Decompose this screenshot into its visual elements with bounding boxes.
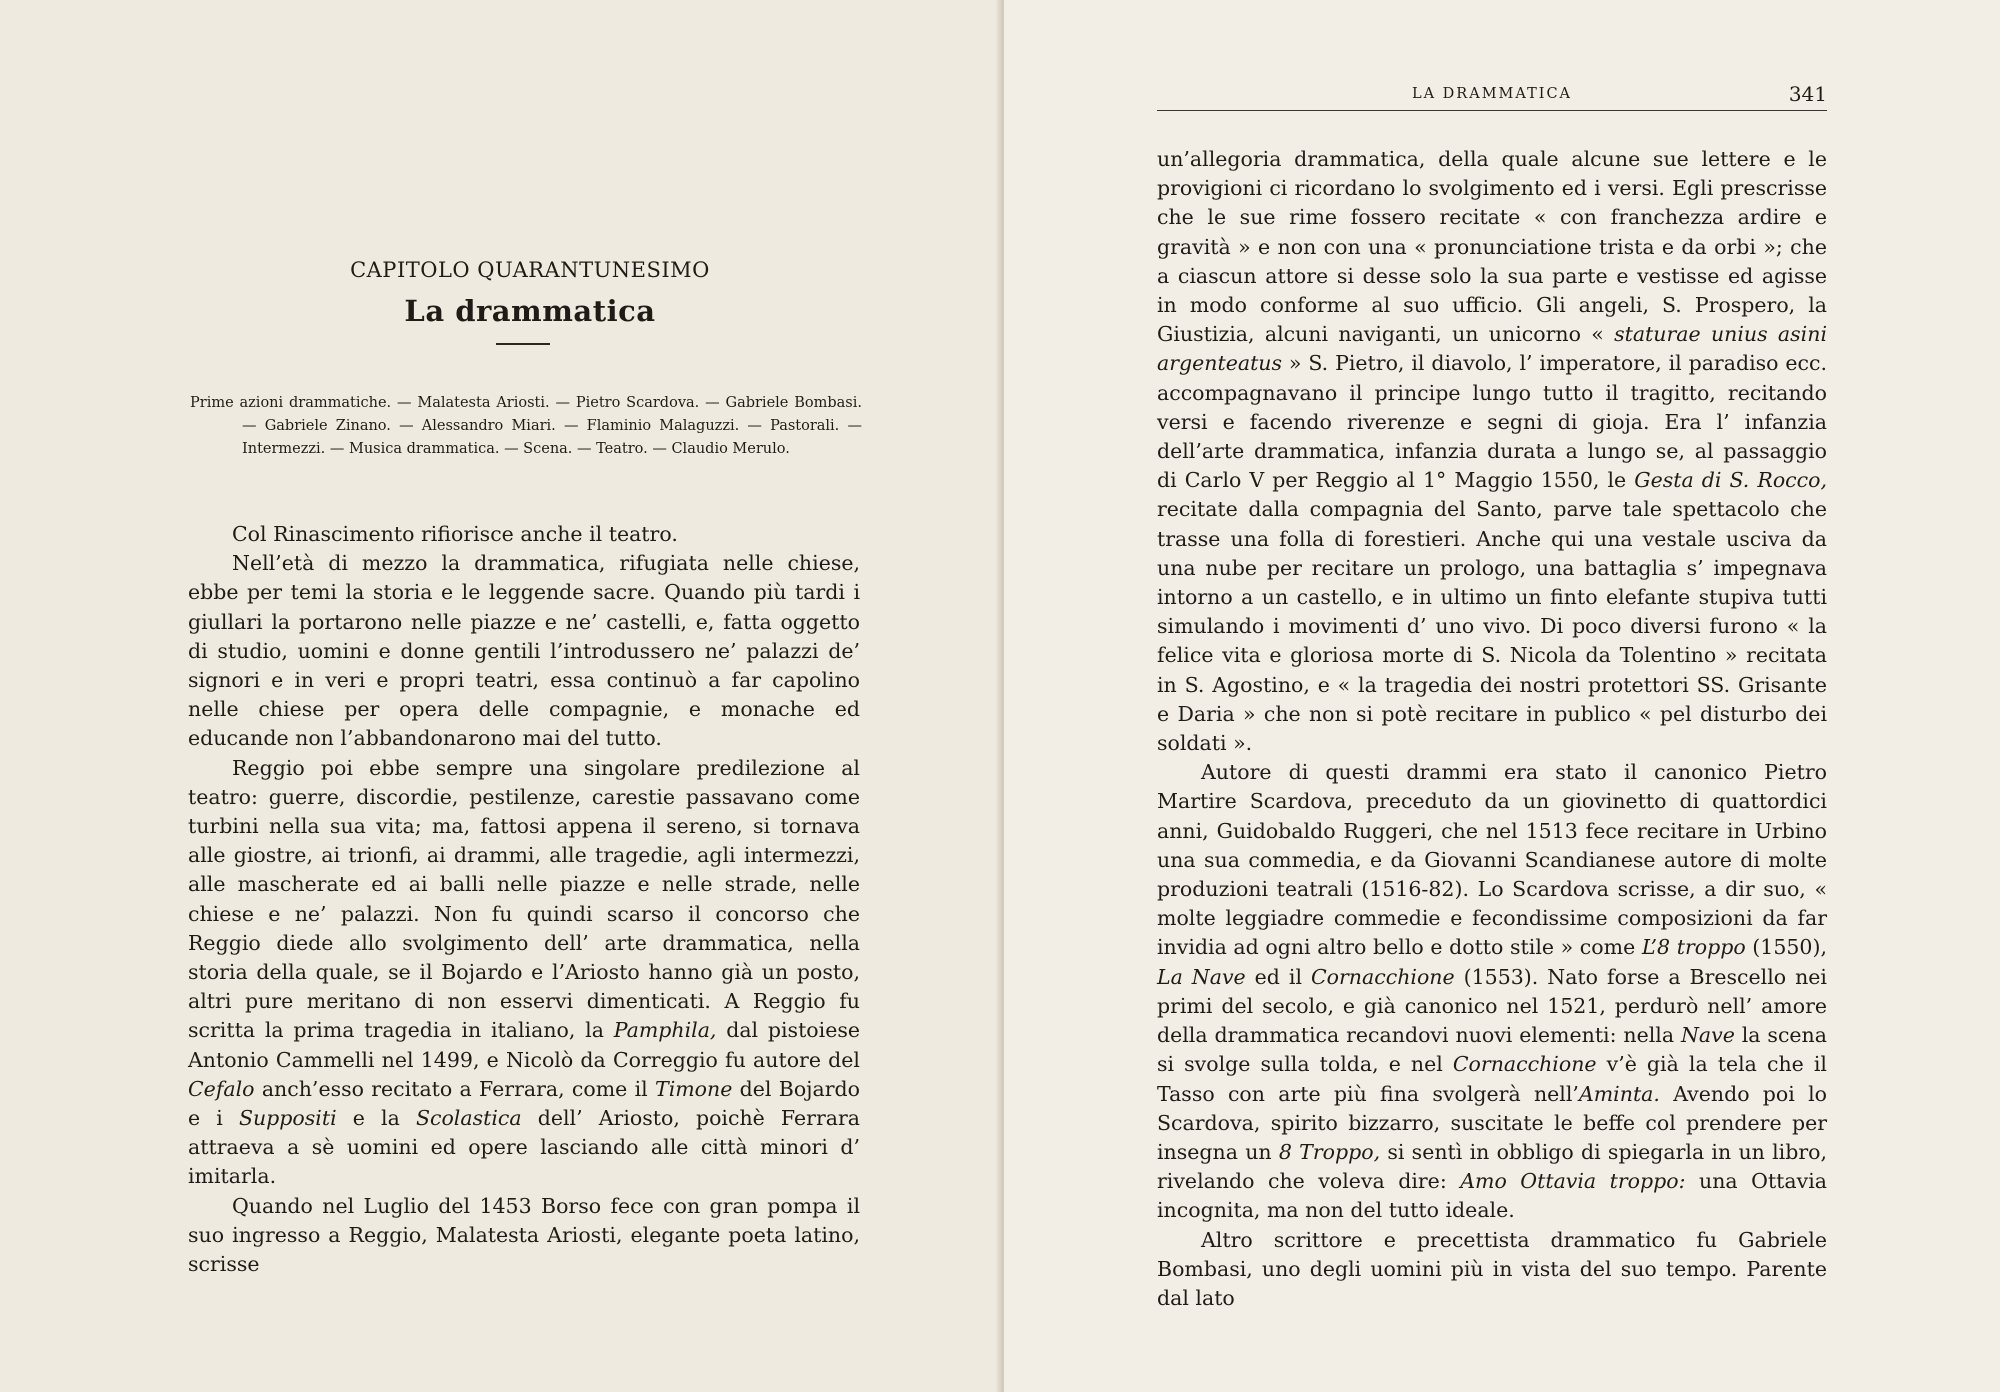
title-rule [496, 343, 550, 345]
title-aminta: Aminta. [1578, 1081, 1660, 1106]
title-gesta: Gesta di S. Rocco, [1634, 468, 1827, 493]
motto-amo-ottavia: Amo Ottavia troppo: [1460, 1169, 1686, 1194]
title-cornacchione: Cornacchione [1452, 1052, 1597, 1077]
title-nave: La Nave [1157, 964, 1246, 989]
left-body-text [188, 520, 860, 1279]
title-otto-troppo: L’8 troppo [1641, 935, 1746, 960]
title-cornacchione: Cornacchione [1310, 964, 1455, 989]
running-title: LA DRAMMATICA [1411, 86, 1573, 102]
paragraph: un’allegoria drammatica, della quale alcune sue lettere e le provigioni ci ricordano lo svolgimento ed i versi. Egli prescrisse che le sue rime fossero recitate « con franchezza ardire e gravità » e non con una « pronunciatione trista e da orbi »; che a ciascun attore si desse solo la sua parte e vestisse ed agisse in modo conforme al suo ufficio. Gli angeli, S. Prospero, la Giustizia, alcuni naviganti, un unicorno « staturae unius asini argenteatus » S. Pietro, il diavolo, l’ imperatore, il paradiso ecc. accompagnavano il principe lungo tutto il tragitto, recitando versi e facendo riverenze e segni di gioja. Era l’ infanzia dell’arte drammatica, infanzia durata a lungo se, al passaggio di Carlo V per Reggio al 1° Maggio 1550, le Gesta di S. Rocco, recitate dalla compagnia del Santo, parve tale spettacolo che trasse una folla di forestieri. Anche qui una vestale usciva da una nube per recitare un prologo, una battaglia s’ impegnava intorno a un castello, e in ultimo un finto elefante stupiva tutti simulando i movimenti d’ uno vivo. Di poco diversi furono « la felice vita e gloriosa morte di S. Nicola da Tolentino » recitata in S. Agostino, e « la tragedia dei nostri protettori SS. Grisante e Daria » che non si potè recitare in publico « pel disturbo dei soldati ». [1157, 147, 1827, 756]
paragraph: Col Rinascimento rifiorisce anche il teatro. [232, 522, 678, 546]
title-nave: Nave [1680, 1023, 1735, 1048]
summary-text: Prime azioni drammatiche. — Malatesta Ariosti. — Pietro Scardova. — Gabriele Bombasi. — Gabriele Zinano. — Alessandro Miari. — Flaminio Malaguzzi. — Pastorali. — Intermezzi. — Musica drammatica. — Scena. — Teatro. — Claudio Merulo. [190, 395, 862, 457]
paragraph: Quando nel Luglio del 1453 Borso fece con gran pompa il suo ingresso a Reggio, Malatesta Ariosti, elegante poeta latino, scrisse [188, 1193, 860, 1277]
title-timone: Timone [655, 1076, 733, 1101]
paragraph: Altro scrittore e precettista drammatico fu Gabriele Bombasi, uno degli uomini più in vista del suo tempo. Parente dal lato [1157, 1227, 1827, 1310]
chapter-label: CAPITOLO QUARANTUNESIMO [350, 258, 710, 282]
title-suppositi: Suppositi [238, 1106, 337, 1131]
latin-quote: staturae unius asini argenteatus [1157, 322, 1827, 376]
motto-8-troppo: 8 Troppo, [1278, 1139, 1381, 1164]
running-head [1157, 84, 1827, 111]
paragraph: Nell’età di mezzo la drammatica, rifugiata nelle chiese, ebbe per temi la storia e le leggende sacre. Quando più tardi i giullari la portarono nelle piazze e ne’ castelli, e, fatta oggetto di studio, uomini e donne gentili l’introdussero ne’ palazzi de’ signori e in veri e propri teatri, essa continuò a far capolino nelle chiese per opera delle compagnie, e monache ed educande non l’abbandonarono mai del tutto. [188, 551, 860, 751]
title-scolastica: Scolastica [415, 1106, 522, 1131]
right-body-text [1157, 145, 1827, 1313]
title-cefalo: Cefalo [188, 1076, 255, 1101]
chapter-title: La drammatica [404, 294, 656, 328]
paragraph: Reggio poi ebbe sempre una singolare predilezione al teatro: guerre, discordie, pestilenze, carestie passavano come turbini nella sua vita; ma, fattosi appena il sereno, si tornava alle giostre, ai trionfi, ai drammi, alle tragedie, agli intermezzi, alle mascherate ed ai balli nelle piazze e nelle strade, nelle chiese e ne’ palazzi. Non fu quindi scarso il concorso che Reggio diede allo svolgimento dell’ arte drammatica, nella storia della quale, se il Bojardo e l’Ariosto hanno già un posto, altri pure meritano di non esservi dimenticati. A Reggio fu scritta la prima tragedia in italiano, la Pamphila, dal pistoiese Antonio Cammelli nel 1499, e Nicolò da Correggio fu autore del Cefalo anch’esso recitato a Ferrara, come il Timone del Bojardo e i Suppositi e la Scolastica dell’ Ariosto, poichè Ferrara attraeva a sè uomini ed opere lasciando alle città minori d’ imitarla. [188, 755, 861, 1189]
chapter-summary [190, 392, 862, 461]
title-pamphila: Pamphila, [613, 1018, 717, 1043]
page-number: 341 [1788, 82, 1827, 106]
paragraph: Autore di questi drammi era stato il canonico Pietro Martire Scardova, preceduto da un giovinetto di quattordici anni, Guidobaldo Ruggeri, che nel 1513 fece recitare in Urbino una sua commedia, e da Giovanni Scandianese autore di molte produzioni teatrali (1516-82). Lo Scardova scrisse, a dir suo, « molte leggiadre commedie e fecondissime composizioni da far invidia ad ogni altro bello e dotto stile » come L’8 troppo (1550), La Nave ed il Cornacchione (1553). Nato forse a Brescello nei primi del secolo, e già canonico nel 1521, perdurò nell’ amore della drammatica recandovi nuovi elementi: nella Nave la scena si svolge sulla tolda, e nel Cornacchione v’è già la tela che il Tasso con arte più fina svolgerà nell’Aminta. Avendo poi lo Scardova, spirito bizzarro, suscitate le beffe col prendere per insegna un 8 Troppo, si sentì in obbligo di spiegarla in un libro, rivelando che voleva dire: Amo Ottavia troppo: una Ottavia incognita, ma non del tutto ideale. [1157, 760, 1827, 1223]
